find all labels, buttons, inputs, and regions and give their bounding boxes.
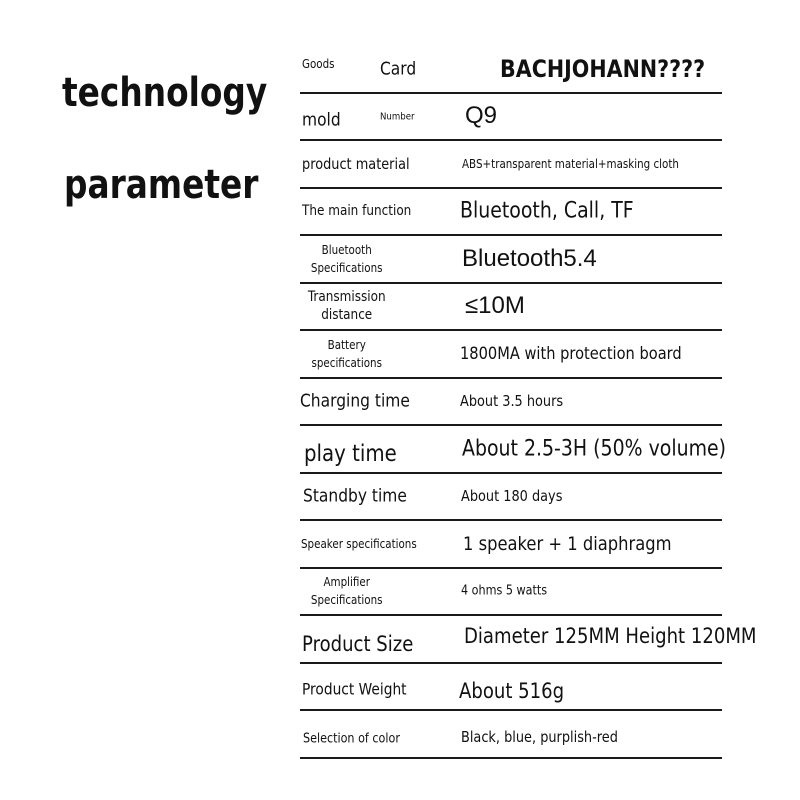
goods-label: Goods bbox=[302, 57, 335, 72]
spec-row bbox=[300, 379, 722, 427]
spec-row bbox=[300, 521, 722, 569]
card-label: Card bbox=[380, 58, 417, 80]
spec-value: Diameter 125MM Height 120MM bbox=[464, 624, 757, 649]
brand-row bbox=[300, 46, 722, 94]
spec-value: About 2.5-3H (50% volume) bbox=[462, 436, 727, 462]
spec-label: Charging time bbox=[300, 390, 410, 412]
spec-value: ABS+transparent material+masking cloth bbox=[462, 156, 679, 171]
spec-value: Bluetooth, Call, TF bbox=[460, 198, 634, 224]
spec-row bbox=[300, 426, 727, 474]
spec-row bbox=[300, 616, 757, 664]
number-label: Number bbox=[380, 111, 415, 123]
spec-label: Amplifier Specifications bbox=[310, 575, 383, 608]
spec-table bbox=[300, 46, 757, 759]
spec-row bbox=[300, 284, 722, 332]
spec-label: Selection of color bbox=[303, 731, 400, 747]
model-value: Q9 bbox=[465, 102, 498, 130]
spec-value: About 180 days bbox=[461, 487, 563, 506]
spec-row bbox=[300, 189, 722, 237]
spec-label: Product Size bbox=[302, 632, 414, 657]
spec-value: Bluetooth5.4 bbox=[462, 244, 597, 272]
spec-row bbox=[300, 236, 722, 284]
title-parameter: parameter bbox=[64, 162, 259, 208]
spec-label: Product Weight bbox=[302, 679, 407, 699]
spec-row bbox=[300, 331, 722, 379]
spec-value: 4 ohms 5 watts bbox=[461, 583, 548, 599]
spec-label: product material bbox=[302, 154, 410, 173]
model-row bbox=[300, 94, 722, 142]
spec-label: Battery specifications bbox=[311, 337, 382, 370]
spec-row bbox=[300, 569, 722, 617]
spec-row bbox=[300, 474, 722, 522]
spec-value: Black, blue, purplish-red bbox=[461, 728, 618, 747]
spec-value: 1800MA with protection board bbox=[460, 343, 682, 364]
mold-label: mold bbox=[302, 109, 341, 131]
spec-value: About 516g bbox=[459, 678, 565, 703]
spec-row bbox=[300, 664, 722, 712]
spec-label: The main function bbox=[302, 203, 412, 220]
spec-label: Transmission distance bbox=[307, 289, 386, 324]
spec-value: 1 speaker + 1 diaphragm bbox=[463, 532, 672, 555]
spec-label: Standby time bbox=[303, 485, 407, 507]
spec-row bbox=[300, 141, 722, 189]
spec-label: play time bbox=[304, 441, 397, 468]
spec-value: About 3.5 hours bbox=[460, 392, 564, 411]
spec-label: Speaker specifications bbox=[301, 536, 417, 551]
spec-value: ≤10M bbox=[465, 292, 525, 320]
title-technology: technology bbox=[62, 70, 268, 116]
brand-value: BACHJOHANN???? bbox=[500, 54, 706, 83]
spec-label: Bluetooth Specifications bbox=[310, 242, 383, 275]
spec-row bbox=[300, 711, 722, 759]
